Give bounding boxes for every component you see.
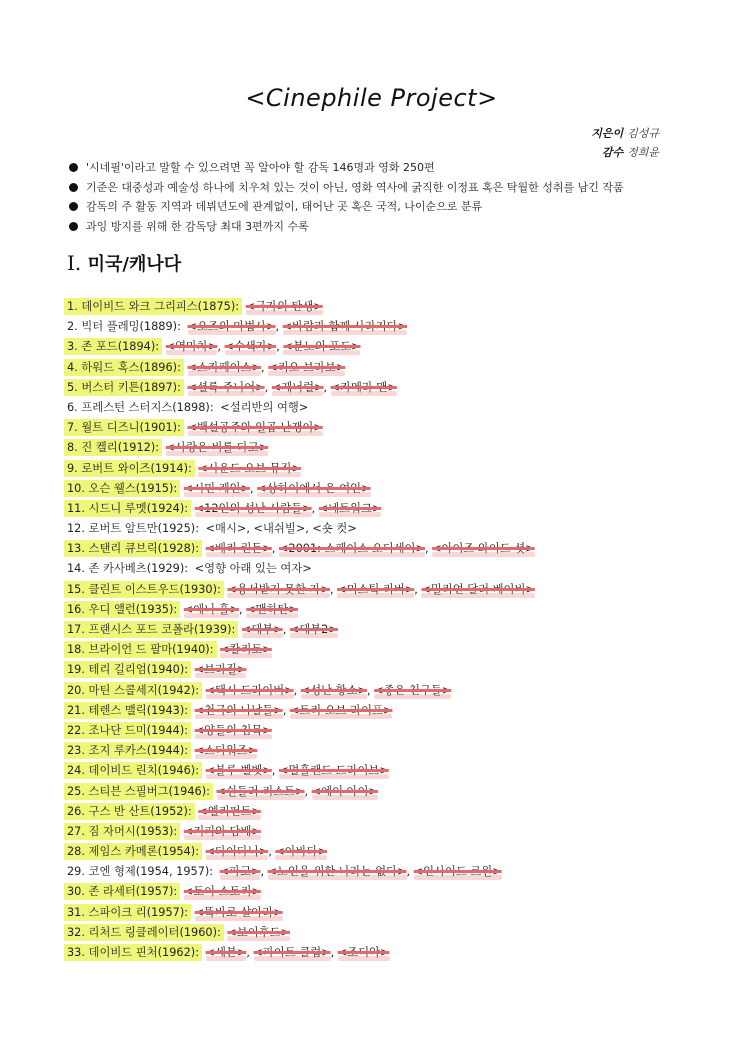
director-item: 13. 스탠리 큐브릭(1928): <배리 린든>, <2001: 스페이스 오디세이>, <아이즈 와이드 셧> bbox=[64, 539, 535, 559]
director-item: 11. 시드니 루멧(1924): <12인의 성난 사람들>, <네트워크> bbox=[64, 499, 535, 519]
film-title: <수색자> bbox=[224, 340, 277, 354]
film-title: <사운드 오브 뮤직> bbox=[198, 461, 301, 475]
director-item: 29. 코엔 형제(1954, 1957): <파고>, <노인을 위한 나라는 없다>, <인사이드 르윈> bbox=[64, 862, 535, 882]
film-title: <역마차> bbox=[165, 340, 218, 354]
director-item: 25. 스티븐 스필버그(1946): <쉰들러 리스트>, <에이 아이> bbox=[64, 782, 535, 802]
note-item bbox=[68, 217, 624, 237]
film-title: <파고> bbox=[219, 865, 261, 879]
film-title: <커피와 담배> bbox=[183, 824, 261, 838]
director-item bbox=[64, 802, 535, 822]
director-item: 28. 제임스 카메론(1954): <타이타닉>, <아바타> bbox=[64, 842, 535, 862]
bullet-icon bbox=[69, 163, 78, 172]
director-label: 16. 우디 앨런(1935): bbox=[64, 601, 180, 618]
film-title: <시민 케인> bbox=[183, 481, 250, 495]
film-title: <배리 린든> bbox=[205, 542, 272, 556]
film-title: <밀리언 달러 베이비> bbox=[421, 582, 535, 596]
director-item bbox=[64, 660, 535, 680]
director-label: 21. 테렌스 맬릭(1943): bbox=[64, 702, 191, 719]
film-title: <리오 브라보> bbox=[268, 360, 346, 374]
film-title: <세븐> bbox=[205, 946, 247, 959]
director-list bbox=[64, 297, 535, 963]
director-label: 30. 존 라세터(1957): bbox=[64, 883, 180, 900]
film-title: <트리 오브 라이프> bbox=[289, 703, 393, 717]
film-title: <용서받지 못한 자> bbox=[227, 582, 330, 596]
film-title: <인사이드 르윈> bbox=[413, 865, 502, 879]
director-label: 19. 테리 길리엄(1940): bbox=[64, 661, 191, 678]
bullet-icon bbox=[69, 222, 78, 231]
director-label: 11. 시드니 루멧(1924): bbox=[64, 500, 191, 517]
credit-role: 감수 bbox=[601, 146, 624, 159]
director-item bbox=[64, 459, 535, 479]
film-title: <내쉬빌> bbox=[253, 522, 306, 536]
film-title: <조디악> bbox=[337, 946, 390, 959]
director-item bbox=[64, 398, 535, 418]
film-title: <에이 아이> bbox=[311, 784, 378, 798]
film-title: <숏 컷> bbox=[312, 522, 357, 536]
director-item: 10. 오슨 웰스(1915): <시민 케인>, <상하이에서 온 여인> bbox=[64, 479, 535, 499]
note-text: 과잉 방지를 위해 한 감독당 최대 3편까지 수록 bbox=[86, 219, 309, 233]
credit-author bbox=[591, 124, 659, 143]
film-title: <멀홀랜드 드라이브> bbox=[278, 764, 389, 778]
section-heading bbox=[67, 250, 181, 276]
film-title: <스타워즈> bbox=[194, 744, 258, 758]
film-title: <타이타닉> bbox=[205, 845, 269, 859]
director-label: 20. 마틴 스콜세지(1942): bbox=[64, 682, 202, 699]
director-item bbox=[64, 923, 535, 943]
film-title: <영향 아래 있는 여자> bbox=[194, 562, 312, 576]
film-title: <노인을 위한 나라는 없다> bbox=[267, 865, 407, 879]
director-label: 7. 월트 디즈니(1901): bbox=[64, 419, 184, 436]
film-title: <2001: 스페이스 오디세이> bbox=[278, 542, 425, 556]
director-label: 32. 리처드 링클레이터(1960): bbox=[64, 924, 224, 941]
note-item bbox=[68, 197, 624, 217]
credit-name: 김성규 bbox=[627, 127, 659, 140]
director-label: 15. 클린트 이스트우드(1930): bbox=[64, 581, 224, 598]
director-item bbox=[64, 640, 535, 660]
director-label: 10. 오슨 웰스(1915): bbox=[64, 480, 180, 497]
film-title: <백설공주와 일곱 난쟁이> bbox=[187, 421, 323, 435]
note-text: 감독의 주 활동 지역과 데뷔년도에 관계없이, 태어난 곳 혹은 국적, 나이순으로 분류 bbox=[86, 200, 483, 213]
director-label: 29. 코엔 형제(1954, 1957): bbox=[67, 865, 214, 879]
director-item: 2. 빅터 플레밍(1889): <오즈의 마법사>, <바람과 함께 사라지다> bbox=[64, 317, 535, 337]
film-title: <아이즈 와이드 셧> bbox=[432, 542, 535, 556]
film-title: <보이후드> bbox=[227, 925, 291, 939]
director-item: 16. 우디 앨런(1935): <애니 홀>, <맨하탄> bbox=[64, 600, 535, 620]
director-label: 6. 프레스턴 스터지스(1898): bbox=[67, 400, 214, 414]
notes-list bbox=[68, 158, 624, 236]
film-title: <토이 스토리> bbox=[183, 885, 261, 899]
director-item bbox=[64, 721, 535, 741]
section-title: 미국/캐나다 bbox=[87, 254, 182, 275]
film-title: <브라질> bbox=[194, 663, 247, 677]
director-label: 9. 로버트 와이즈(1914): bbox=[64, 460, 195, 477]
film-title: <쉰들러 리스트> bbox=[216, 784, 305, 798]
director-label: 31. 스파이크 리(1957): bbox=[64, 904, 191, 921]
film-title: <사랑은 비를 타고> bbox=[165, 441, 269, 455]
film-title: <스카페이스> bbox=[187, 360, 261, 374]
film-title: <미스틱 리버> bbox=[337, 582, 415, 596]
director-label: 14. 존 카사베츠(1929): bbox=[67, 562, 189, 576]
director-label: 1. 데이비드 와크 그리피스(1875): bbox=[64, 298, 242, 315]
director-item: 4. 하워드 혹스(1896): <스카페이스>, <리오 브라보> bbox=[64, 358, 535, 378]
director-label: 5. 버스터 키튼(1897): bbox=[64, 379, 184, 396]
director-item: 17. 프랜시스 포드 코폴라(1939): <대부>, <대부2> bbox=[64, 620, 535, 640]
director-label: 3. 존 포드(1894): bbox=[64, 338, 162, 355]
director-label: 26. 구스 반 산트(1952): bbox=[64, 803, 195, 820]
film-title: <애니 홀> bbox=[183, 602, 240, 616]
film-title: <양들의 침묵> bbox=[194, 723, 272, 737]
film-title: <택시 드라이버> bbox=[205, 683, 294, 697]
director-item: 3. 존 포드(1894): <역마차>, <수색자>, <분노의 포도> bbox=[64, 337, 535, 357]
director-item bbox=[64, 903, 535, 923]
director-label: 13. 스탠리 큐브릭(1928): bbox=[64, 540, 202, 557]
director-item: 15. 클린트 이스트우드(1930): <용서받지 못한 자>, <미스틱 리버>, <밀리언 달러 베이비> bbox=[64, 580, 535, 600]
film-title: <대부> bbox=[241, 623, 283, 636]
director-item: 5. 버스터 키튼(1897): <셜록 주니어>, <제너럴>, <카메라 맨> bbox=[64, 378, 535, 398]
director-item bbox=[64, 418, 535, 438]
film-title: <천국의 나날들> bbox=[194, 703, 283, 717]
director-label: 18. 브라이언 드 팔마(1940): bbox=[64, 641, 217, 658]
bullet-icon bbox=[69, 202, 78, 211]
director-label: 25. 스티븐 스필버그(1946): bbox=[64, 783, 213, 800]
note-item bbox=[68, 158, 624, 178]
section-numeral: I. bbox=[67, 251, 82, 275]
director-item bbox=[64, 741, 535, 761]
film-title: <상하이에서 온 여인> bbox=[257, 481, 371, 495]
film-title: <셜록 주니어> bbox=[187, 380, 265, 394]
director-label: 17. 프랜시스 포드 코폴라(1939): bbox=[64, 621, 238, 638]
film-title: <12인의 성난 사람들> bbox=[194, 501, 312, 515]
credits bbox=[591, 124, 659, 162]
director-item bbox=[64, 297, 535, 317]
director-item: 33. 데이비드 핀처(1962): <세븐>, <파이트 클럽>, <조디악> bbox=[64, 943, 535, 963]
director-item: 24. 데이비드 린치(1946): <블루 벨벳>, <멀홀랜드 드라이브> bbox=[64, 761, 535, 781]
director-label: 4. 하워드 혹스(1896): bbox=[64, 359, 184, 376]
credit-role: 지은이 bbox=[591, 127, 624, 140]
director-item bbox=[64, 438, 535, 458]
film-title: <좋은 친구들> bbox=[374, 683, 452, 697]
director-label: 27. 짐 자머시(1953): bbox=[64, 823, 180, 840]
director-label: 28. 제임스 카메론(1954): bbox=[64, 843, 202, 860]
bullet-icon bbox=[69, 183, 78, 192]
film-title: <칼리토> bbox=[220, 643, 272, 657]
director-item: 21. 테렌스 맬릭(1943): <천국의 나날들>, <트리 오브 라이프> bbox=[64, 701, 535, 721]
film-title: <오즈의 마법사> bbox=[187, 320, 276, 334]
film-title: <아바타> bbox=[275, 845, 328, 859]
director-item: 20. 마틴 스콜세지(1942): <택시 드라이버>, <성난 황소>, <좋은 친구들> bbox=[64, 681, 535, 701]
note-text: 기준은 대중성과 예술성 하나에 치우쳐 있는 것이 아닌, 영화 역사에 굵직한 이정표 혹은 탁월한 성취를 남긴 작품 bbox=[86, 180, 624, 194]
director-label: 22. 조나단 드미(1944): bbox=[64, 722, 191, 739]
film-title: <매시> bbox=[205, 522, 247, 536]
credit-name: 정희윤 bbox=[627, 146, 659, 159]
director-label: 33. 데이비드 핀처(1962): bbox=[64, 944, 202, 961]
director-label: 8. 진 켈리(1912): bbox=[64, 439, 162, 456]
film-title: <카메라 맨> bbox=[330, 380, 397, 394]
note-item bbox=[68, 178, 624, 198]
director-label: 2. 빅터 플레밍(1889): bbox=[67, 320, 181, 334]
film-title: <성난 황소> bbox=[300, 683, 367, 697]
director-label: 23. 조지 루카스(1944): bbox=[64, 742, 191, 759]
director-item bbox=[64, 882, 535, 902]
director-item bbox=[64, 559, 535, 579]
director-item: 12. 로버트 알트만(1925): <매시>, <내쉬빌>, <숏 컷> bbox=[64, 519, 535, 539]
note-text: '시네필'이라고 말할 수 있으려면 꼭 알아야 할 감독 146명과 영화 250편 bbox=[86, 161, 435, 174]
film-title: <제너럴> bbox=[271, 380, 324, 394]
director-item bbox=[64, 822, 535, 842]
film-title: <네트워크> bbox=[318, 501, 382, 515]
film-title: <맨하탄> bbox=[246, 602, 298, 616]
film-title: <국가의 탄생> bbox=[245, 300, 323, 313]
film-title: <엘리펀트> bbox=[198, 804, 261, 818]
film-title: <분노의 포도> bbox=[283, 340, 361, 354]
director-label: 12. 로버트 알트만(1925): bbox=[67, 522, 199, 536]
document-title: <Cinephile Project> bbox=[245, 84, 498, 112]
director-label: 24. 데이비드 린치(1946): bbox=[64, 762, 202, 779]
film-title: <파이트 클럽> bbox=[253, 946, 331, 959]
film-title: <설리반의 여행> bbox=[220, 400, 309, 414]
film-title: <대부2> bbox=[289, 623, 338, 636]
film-title: <바람과 함께 사라지다> bbox=[282, 320, 408, 334]
film-title: <똑바로 살아라> bbox=[194, 905, 283, 919]
film-title: <블루 벨벳> bbox=[205, 764, 272, 778]
